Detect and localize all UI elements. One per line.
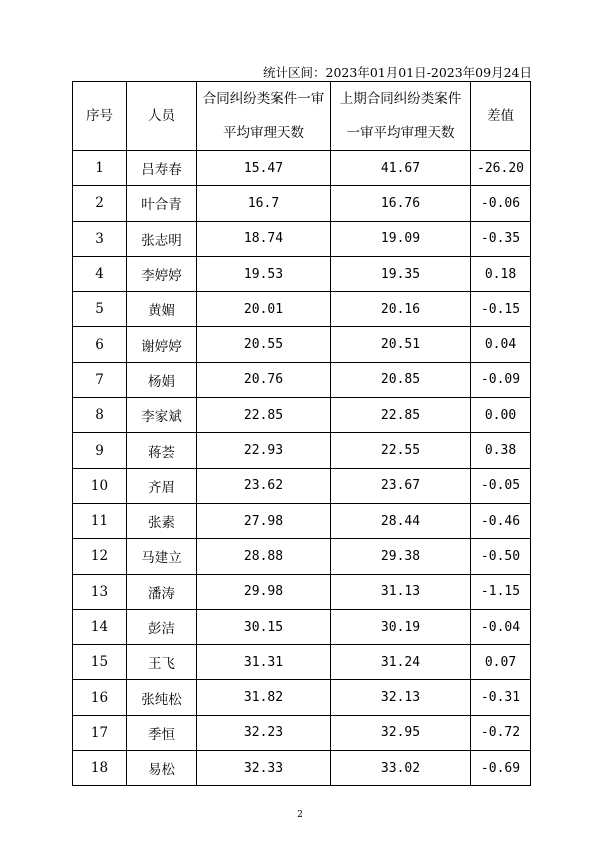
cell-person-name: 谢婷婷 (127, 327, 197, 362)
cell-person-name: 季恒 (127, 715, 197, 750)
cell-index: 15 (73, 645, 127, 680)
statistics-range: 统计区间：2023年01月01日-2023年09月24日 (263, 65, 532, 80)
table-row (73, 362, 531, 397)
cell-current-avg-days: 22.85 (197, 398, 331, 433)
cell-index: 6 (73, 327, 127, 362)
cell-previous-avg-days: 32.95 (331, 715, 471, 750)
cell-person-name: 李家斌 (127, 398, 197, 433)
cell-person-name: 黄媚 (127, 292, 197, 327)
trial-days-table (72, 81, 531, 786)
cell-person-name: 马建立 (127, 539, 197, 574)
cell-current-avg-days: 18.74 (197, 221, 331, 256)
header-difference: 差值 (471, 82, 531, 151)
cell-difference: -0.72 (471, 715, 531, 750)
cell-difference: -0.50 (471, 539, 531, 574)
table-row (73, 751, 531, 786)
cell-difference: -0.15 (471, 292, 531, 327)
cell-index: 13 (73, 574, 127, 609)
cell-index: 4 (73, 256, 127, 291)
cell-index: 9 (73, 433, 127, 468)
header-person: 人员 (127, 82, 197, 151)
cell-current-avg-days: 16.7 (197, 186, 331, 221)
cell-previous-avg-days: 28.44 (331, 503, 471, 538)
header-current-line1: 合同纠纷类案件一审 (202, 91, 325, 107)
cell-current-avg-days: 31.31 (197, 645, 331, 680)
cell-current-avg-days: 20.55 (197, 327, 331, 362)
header-current-line2: 平均审理天数 (223, 125, 304, 141)
cell-difference: -0.09 (471, 362, 531, 397)
table-row (73, 680, 531, 715)
cell-difference: -0.31 (471, 680, 531, 715)
table-row (73, 398, 531, 433)
table-row (73, 468, 531, 503)
cell-index: 14 (73, 609, 127, 644)
cell-index: 16 (73, 680, 127, 715)
cell-current-avg-days: 20.76 (197, 362, 331, 397)
cell-current-avg-days: 32.23 (197, 715, 331, 750)
cell-current-avg-days: 32.33 (197, 751, 331, 786)
cell-difference: 0.04 (471, 327, 531, 362)
cell-previous-avg-days: 19.35 (331, 256, 471, 291)
table-row (73, 574, 531, 609)
table-row (73, 292, 531, 327)
cell-person-name: 张素 (127, 503, 197, 538)
cell-previous-avg-days: 22.85 (331, 398, 471, 433)
cell-previous-avg-days: 31.13 (331, 574, 471, 609)
cell-current-avg-days: 31.82 (197, 680, 331, 715)
table-header-row (73, 82, 531, 151)
table-row (73, 221, 531, 256)
cell-current-avg-days: 22.93 (197, 433, 331, 468)
header-previous-line2: 一审平均审理天数 (346, 125, 455, 141)
cell-current-avg-days: 28.88 (197, 539, 331, 574)
cell-previous-avg-days: 30.19 (331, 609, 471, 644)
cell-difference: 0.18 (471, 256, 531, 291)
cell-index: 18 (73, 751, 127, 786)
cell-previous-avg-days: 23.67 (331, 468, 471, 503)
header-current-avg-days (197, 82, 331, 151)
cell-previous-avg-days: 29.38 (331, 539, 471, 574)
cell-difference: -1.15 (471, 574, 531, 609)
cell-difference: -0.04 (471, 609, 531, 644)
table-row (73, 151, 531, 186)
cell-person-name: 李婷婷 (127, 256, 197, 291)
cell-current-avg-days: 15.47 (197, 151, 331, 186)
cell-difference: -26.20 (471, 151, 531, 186)
cell-difference: -0.06 (471, 186, 531, 221)
cell-previous-avg-days: 20.51 (331, 327, 471, 362)
cell-previous-avg-days: 20.16 (331, 292, 471, 327)
cell-index: 17 (73, 715, 127, 750)
cell-previous-avg-days: 32.13 (331, 680, 471, 715)
cell-difference: -0.69 (471, 751, 531, 786)
cell-difference: 0.00 (471, 398, 531, 433)
cell-person-name: 张志明 (127, 221, 197, 256)
cell-difference: -0.46 (471, 503, 531, 538)
cell-index: 11 (73, 503, 127, 538)
header-previous-line1: 上期合同纠纷类案件 (339, 91, 462, 107)
cell-index: 1 (73, 151, 127, 186)
cell-previous-avg-days: 33.02 (331, 751, 471, 786)
cell-person-name: 齐眉 (127, 468, 197, 503)
table-row (73, 256, 531, 291)
cell-person-name: 易松 (127, 751, 197, 786)
cell-current-avg-days: 27.98 (197, 503, 331, 538)
cell-person-name: 叶合青 (127, 186, 197, 221)
cell-person-name: 潘涛 (127, 574, 197, 609)
cell-person-name: 吕寿春 (127, 151, 197, 186)
cell-current-avg-days: 30.15 (197, 609, 331, 644)
cell-person-name: 杨娟 (127, 362, 197, 397)
cell-person-name: 张纯松 (127, 680, 197, 715)
table-row (73, 645, 531, 680)
table-body (73, 151, 531, 786)
cell-difference: 0.07 (471, 645, 531, 680)
cell-person-name: 彭洁 (127, 609, 197, 644)
cell-index: 7 (73, 362, 127, 397)
cell-previous-avg-days: 22.55 (331, 433, 471, 468)
cell-difference: -0.05 (471, 468, 531, 503)
table-row (73, 186, 531, 221)
table-row (73, 503, 531, 538)
table-row (73, 433, 531, 468)
cell-previous-avg-days: 16.76 (331, 186, 471, 221)
cell-difference: 0.38 (471, 433, 531, 468)
cell-person-name: 蒋荟 (127, 433, 197, 468)
cell-index: 8 (73, 398, 127, 433)
table-row (73, 609, 531, 644)
cell-previous-avg-days: 41.67 (331, 151, 471, 186)
cell-index: 3 (73, 221, 127, 256)
cell-index: 12 (73, 539, 127, 574)
header-previous-avg-days (331, 82, 471, 151)
cell-person-name: 王飞 (127, 645, 197, 680)
cell-previous-avg-days: 31.24 (331, 645, 471, 680)
table-row (73, 539, 531, 574)
cell-current-avg-days: 20.01 (197, 292, 331, 327)
cell-current-avg-days: 23.62 (197, 468, 331, 503)
cell-previous-avg-days: 20.85 (331, 362, 471, 397)
table-row (73, 327, 531, 362)
cell-current-avg-days: 19.53 (197, 256, 331, 291)
cell-difference: -0.35 (471, 221, 531, 256)
header-index: 序号 (73, 82, 127, 151)
table-row (73, 715, 531, 750)
cell-previous-avg-days: 19.09 (331, 221, 471, 256)
page-number: 2 (297, 810, 303, 820)
cell-current-avg-days: 29.98 (197, 574, 331, 609)
cell-index: 5 (73, 292, 127, 327)
cell-index: 2 (73, 186, 127, 221)
cell-index: 10 (73, 468, 127, 503)
